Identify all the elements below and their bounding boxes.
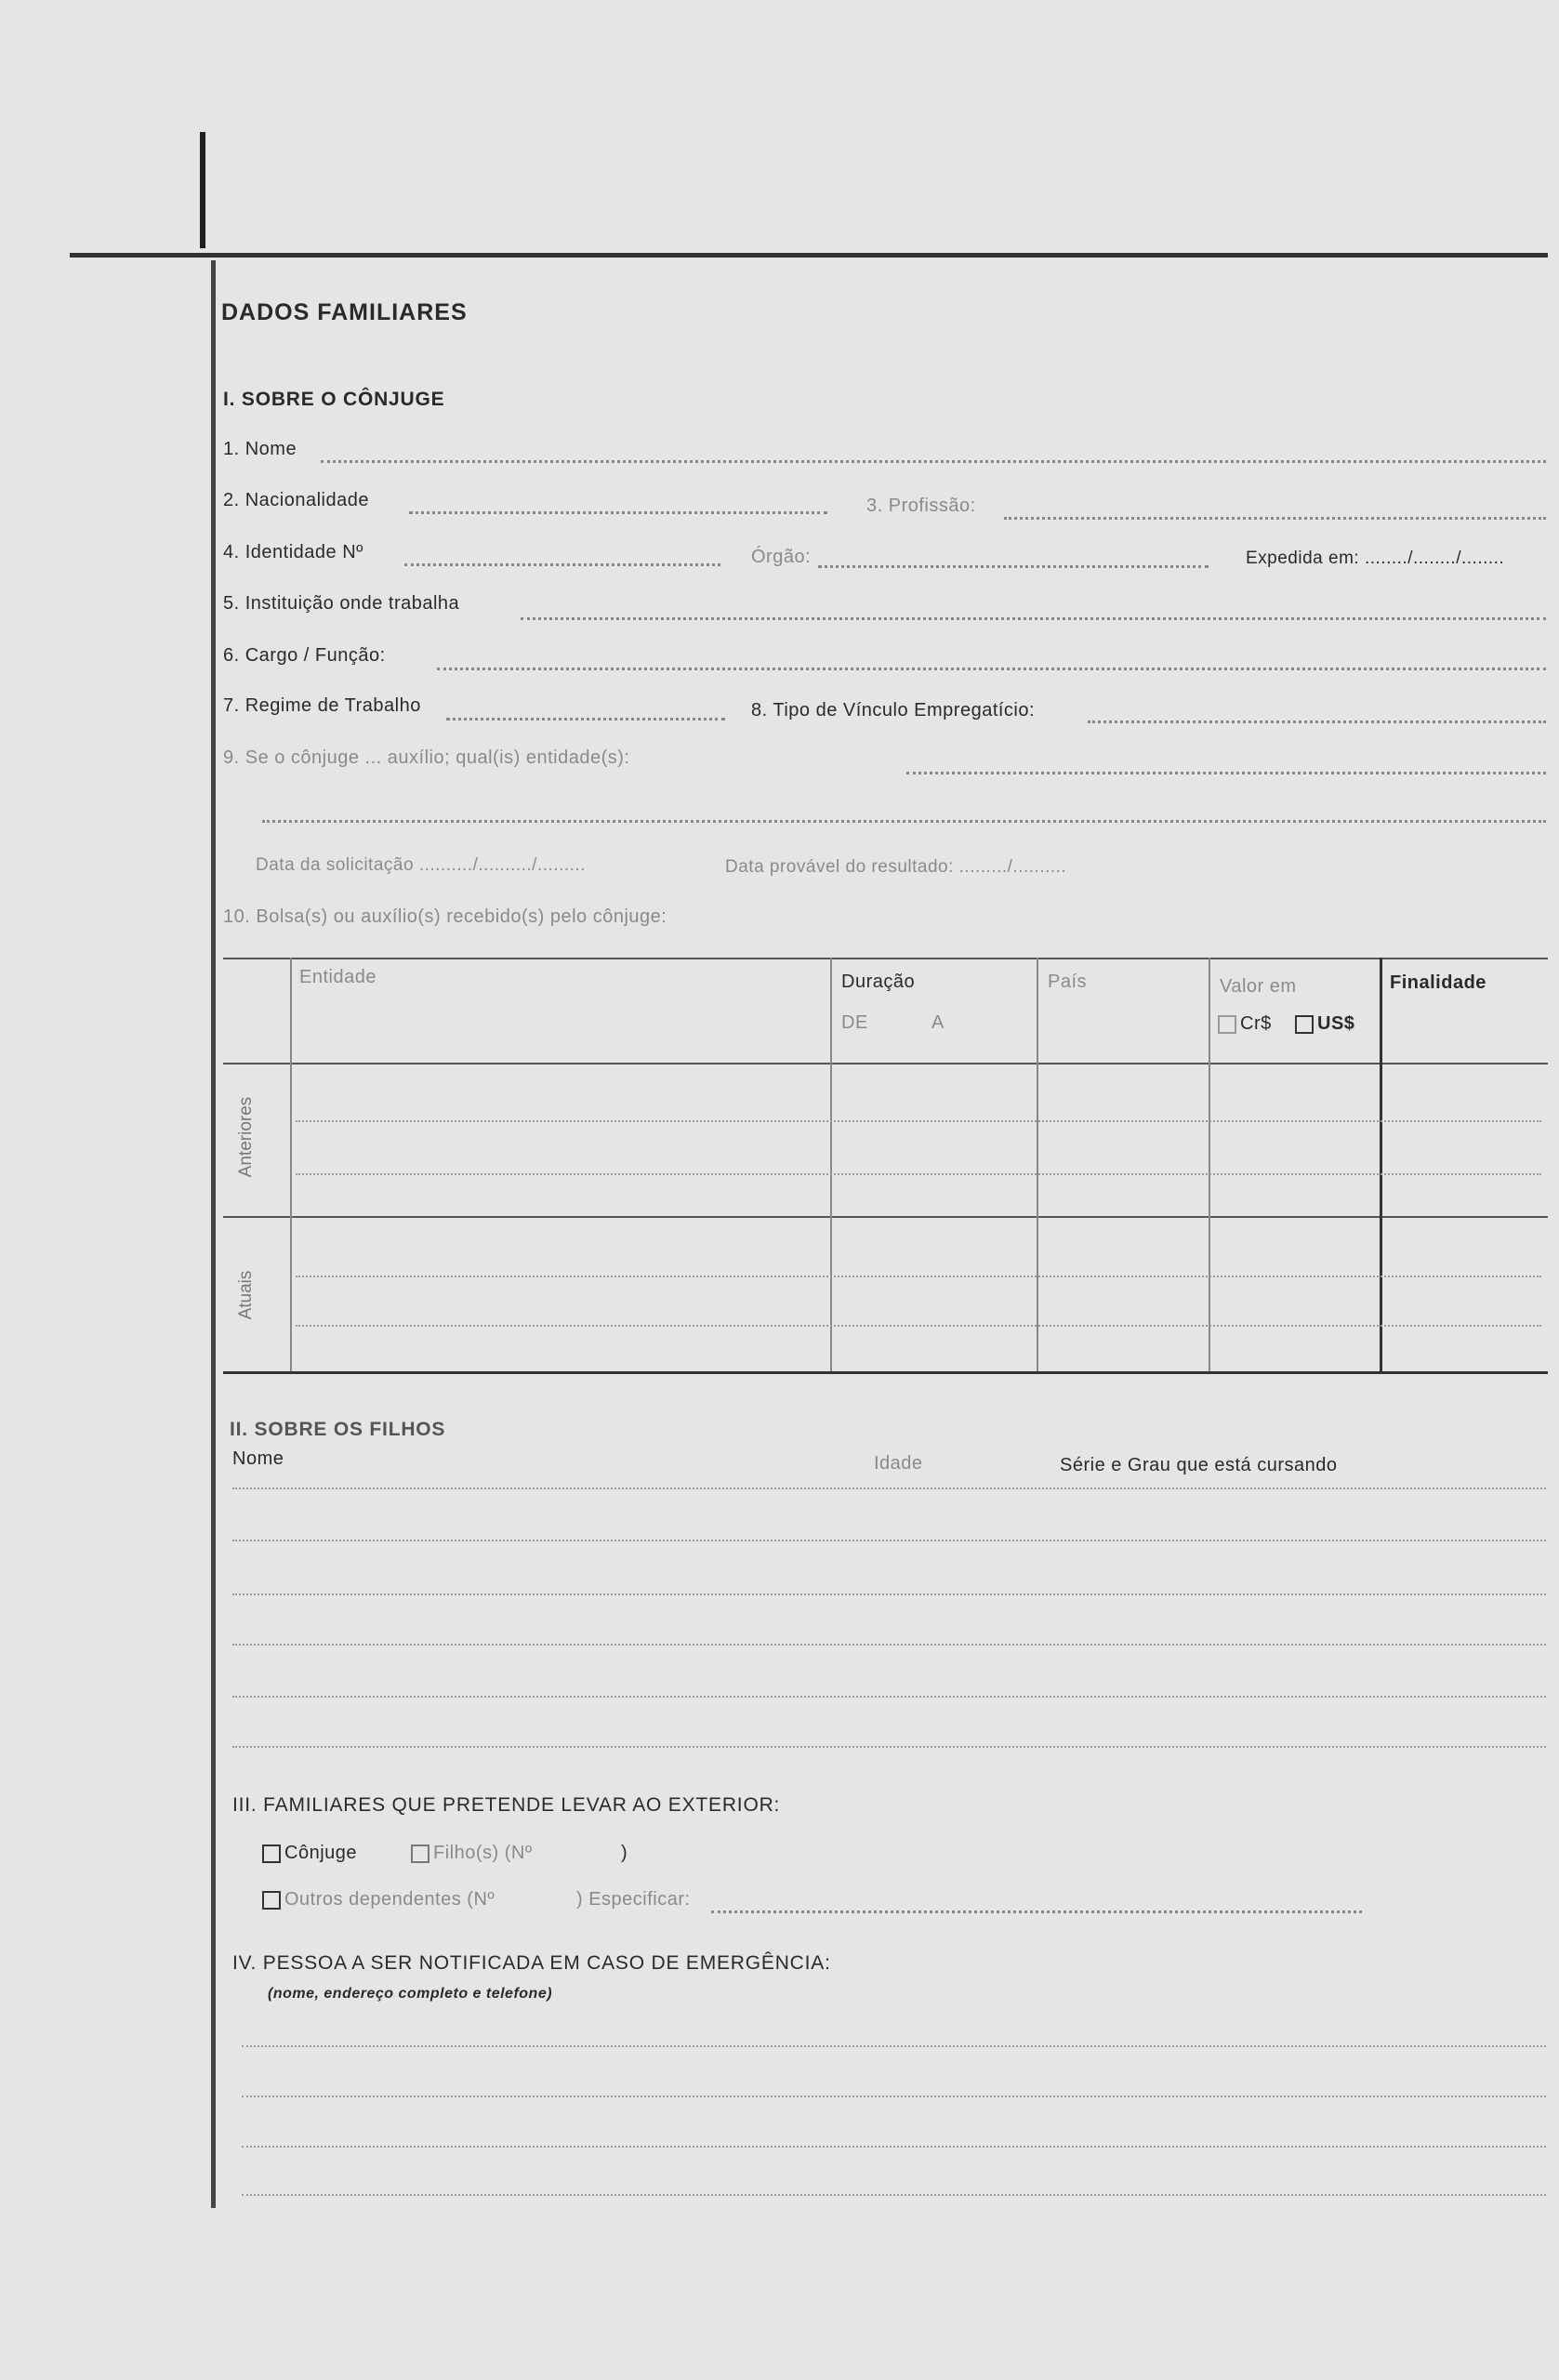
table-top-rule	[223, 958, 1548, 959]
field-workplace-label: 5. Instituição onde trabalha	[223, 593, 460, 614]
field-issuer-label: Órgão:	[751, 547, 812, 567]
field-application-label: 9. Se o cônjuge ... auxílio; qual(is) entidade(s):	[223, 747, 630, 768]
children-row-line[interactable]	[232, 1593, 1546, 1595]
option-spouse[interactable]	[262, 1843, 357, 1864]
children-col-age: Idade	[874, 1453, 923, 1474]
children-row-line[interactable]	[232, 1488, 1546, 1489]
label-cr: Cr$	[1240, 1013, 1272, 1034]
checkbox-children[interactable]	[411, 1844, 429, 1863]
option-others[interactable]	[262, 1889, 495, 1911]
table-opt-us[interactable]	[1295, 1013, 1354, 1035]
table-col-entity: Entidade	[299, 967, 377, 987]
emergency-note: (nome, endereço completo e telefone)	[268, 1986, 553, 2002]
table-opt-cr[interactable]	[1218, 1013, 1272, 1035]
table-col-country: País	[1048, 972, 1088, 992]
children-row-line[interactable]	[232, 1746, 1546, 1748]
specify-line[interactable]	[711, 1911, 1362, 1913]
field-application-line-2[interactable]	[262, 820, 1546, 823]
children-row-line[interactable]	[232, 1644, 1546, 1646]
field-regime-label: 7. Regime de Trabalho	[223, 695, 421, 716]
table-header-rule	[223, 1063, 1548, 1064]
field-identity-line[interactable]	[404, 563, 720, 566]
children-col-name: Nome	[232, 1448, 284, 1469]
table-col-divider-4	[1209, 958, 1210, 1371]
table-col-divider-3	[1037, 958, 1038, 1371]
top-vertical-rule	[200, 132, 205, 248]
option-children-close: )	[621, 1843, 628, 1863]
table-row-previous: Anteriores	[236, 1096, 256, 1178]
label-children: Filho(s) (Nº	[433, 1843, 533, 1863]
table-col-to: A	[931, 1012, 945, 1033]
table-row-line[interactable]	[296, 1120, 1541, 1122]
children-col-grade: Série e Grau que está cursando	[1060, 1455, 1338, 1475]
children-row-line[interactable]	[232, 1696, 1546, 1698]
table-col-value: Valor em	[1220, 976, 1297, 997]
option-others-specify: ) Especificar:	[576, 1889, 691, 1910]
field-nationality-line[interactable]	[409, 511, 827, 514]
section-emergency-heading: IV. PESSOA A SER NOTIFICADA EM CASO DE EMERGÊNCIA:	[232, 1952, 831, 1974]
table-col-divider-2	[830, 958, 832, 1371]
table-col-divider-5	[1380, 958, 1382, 1371]
table-col-divider-1	[290, 958, 292, 1371]
field-workplace-line[interactable]	[521, 617, 1546, 620]
emergency-line[interactable]	[242, 2194, 1546, 2196]
label-spouse: Cônjuge	[284, 1843, 358, 1863]
emergency-line[interactable]	[242, 2146, 1546, 2148]
table-row-line[interactable]	[296, 1173, 1541, 1175]
table-row-line[interactable]	[296, 1325, 1541, 1327]
field-position-line[interactable]	[437, 668, 1546, 670]
field-application-line[interactable]	[906, 772, 1546, 774]
option-children[interactable]	[411, 1843, 533, 1864]
emergency-line[interactable]	[242, 2045, 1546, 2047]
children-row-line[interactable]	[232, 1540, 1546, 1541]
section-children-heading: II. SOBRE OS FILHOS	[230, 1419, 446, 1440]
page-title: DADOS FAMILIARES	[221, 299, 468, 325]
table-row-current: Atuais	[236, 1270, 256, 1320]
field-result-date[interactable]: Data provável do resultado: ........./..........	[725, 857, 1067, 877]
field-name-label: 1. Nome	[223, 439, 297, 459]
table-col-duration: Duração	[841, 972, 916, 992]
checkbox-others[interactable]	[262, 1891, 281, 1910]
field-name-line[interactable]	[321, 460, 1546, 463]
field-position-label: 6. Cargo / Função:	[223, 645, 386, 666]
left-margin-rule	[211, 260, 216, 2208]
table-col-purpose: Finalidade	[1390, 972, 1486, 993]
field-issuer-line[interactable]	[818, 565, 1209, 568]
field-contract-label: 8. Tipo de Vínculo Empregatício:	[751, 700, 1036, 721]
section-spouse-heading: I. SOBRE O CÔNJUGE	[223, 389, 445, 410]
label-us: US$	[1317, 1013, 1355, 1034]
field-identity-label: 4. Identidade Nº	[223, 542, 363, 562]
table-bottom-rule	[223, 1371, 1548, 1374]
field-scholarships-label: 10. Bolsa(s) ou auxílio(s) recebido(s) pelo cônjuge:	[223, 906, 667, 927]
field-regime-line[interactable]	[446, 718, 725, 721]
section-family-heading: III. FAMILIARES QUE PRETENDE LEVAR AO EXTERIOR:	[232, 1794, 781, 1816]
field-contract-line[interactable]	[1088, 721, 1546, 723]
table-col-from: DE	[841, 1012, 868, 1033]
checkbox-spouse[interactable]	[262, 1844, 281, 1863]
checkbox-us[interactable]	[1295, 1015, 1314, 1034]
checkbox-cr[interactable]	[1218, 1015, 1236, 1034]
field-request-date[interactable]: Data da solicitação ........../........../.........	[256, 855, 586, 875]
table-row-line[interactable]	[296, 1276, 1541, 1277]
field-nationality-label: 2. Nacionalidade	[223, 490, 369, 510]
emergency-line[interactable]	[242, 2096, 1546, 2097]
label-others: Outros dependentes (Nº	[284, 1889, 495, 1910]
field-profession-label: 3. Profissão:	[866, 496, 976, 516]
field-profession-line[interactable]	[1004, 517, 1546, 520]
top-horizontal-rule	[70, 253, 1548, 258]
table-mid-rule	[223, 1216, 1548, 1218]
field-issued-date[interactable]: Expedida em: ......../......../........	[1246, 549, 1505, 568]
